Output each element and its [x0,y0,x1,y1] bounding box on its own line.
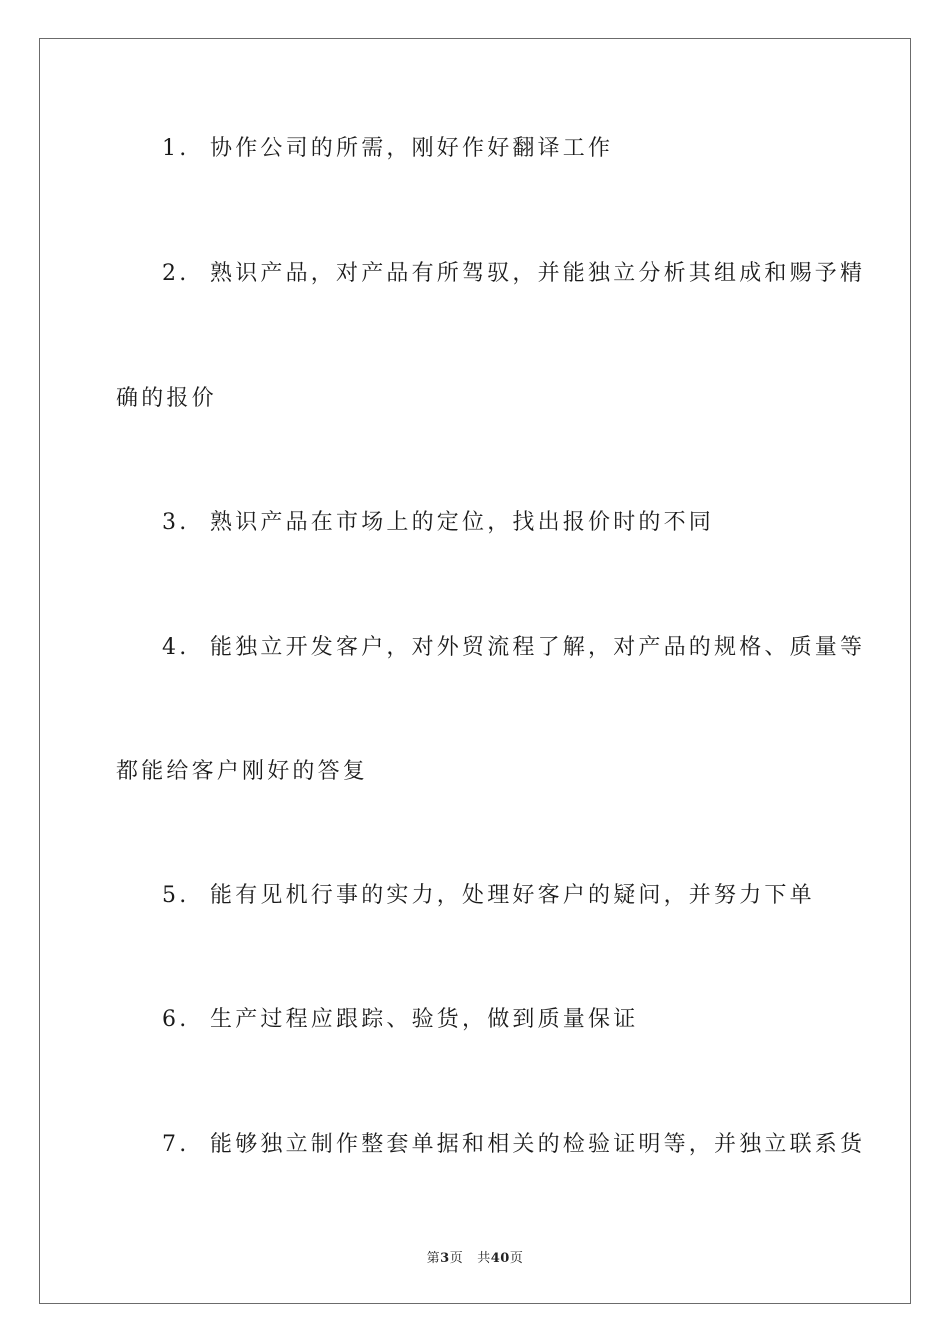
list-item-4 [162,633,865,663]
list-item-number: 1. [162,136,190,161]
list-item-number: 3. [162,510,190,535]
list-item-text: 能独立开发客户，对外贸流程了解，对产品的规格、质量等 [210,635,866,660]
list-item-1 [162,134,613,164]
total-pages-prefix: 共 [477,1251,491,1266]
list-item-3 [162,508,714,538]
list-item-number: 6. [162,1007,190,1032]
list-item-number: 5. [162,883,190,908]
current-page-number: 3 [440,1251,450,1266]
list-item-7 [162,1130,865,1160]
list-item-2-continuation [116,384,217,414]
total-pages-suffix: 页 [509,1251,524,1266]
list-item-text: 熟识产品，对产品有所驾驭，并能独立分析其组成和赐予精 [210,261,866,286]
list-item-4-continuation [116,757,368,787]
list-item-5 [162,881,815,911]
list-item-text: 能有见机行事的实力，处理好客户的疑问，并努力下单 [210,883,815,908]
list-item-text: 熟识产品在市场上的定位，找出报价时的不同 [210,510,715,535]
page-border [39,38,911,1304]
list-item-text: 确的报价 [116,386,217,411]
total-page-count: 40 [490,1251,510,1266]
list-item-text: 生产过程应跟踪、验货，做到质量保证 [210,1007,639,1032]
page-footer [0,1247,950,1266]
list-item-text: 协作公司的所需，刚好作好翻译工作 [210,136,614,161]
list-item-2 [162,259,865,289]
page-number-suffix: 页 [449,1251,464,1266]
list-item-number: 4. [162,635,190,660]
list-item-text: 都能给客户刚好的答复 [116,759,369,784]
list-item-text: 能够独立制作整套单据和相关的检验证明等，并独立联系货 [210,1132,866,1157]
list-item-number: 7. [162,1132,190,1157]
list-item-6 [162,1005,638,1035]
page-number-prefix: 第 [426,1251,441,1266]
list-item-number: 2. [162,261,190,286]
